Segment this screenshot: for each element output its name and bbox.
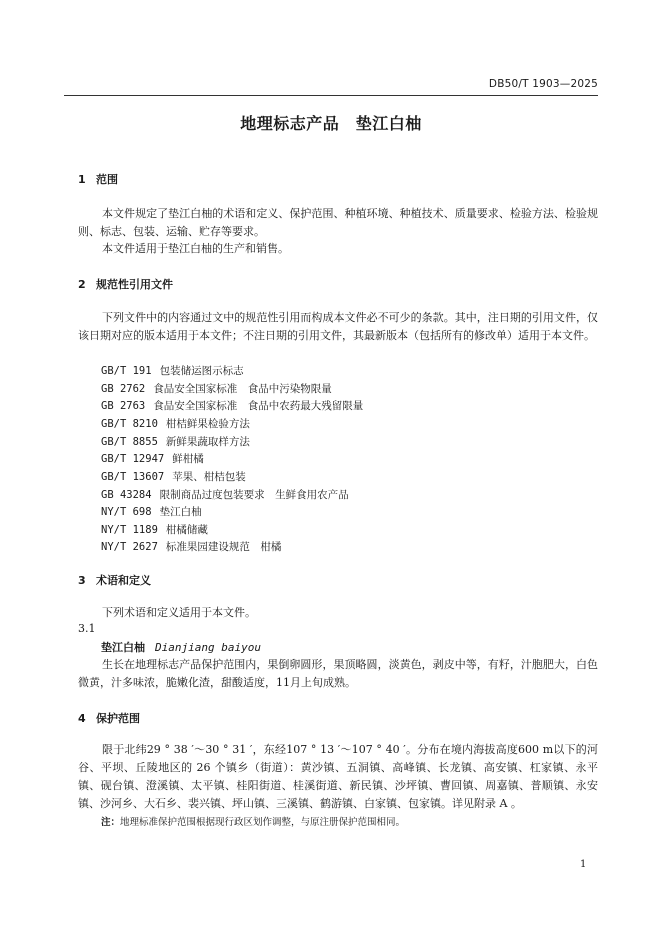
reference-item [101, 451, 204, 466]
term-heading [101, 639, 261, 655]
reference-code: NY/T 1189 [101, 524, 158, 536]
protection-paragraph: 限于北纬29 ° 38 ′～30 ° 31 ′，东经107 ° 13 ′～107 ° 40 ′。分布在境内海拔高度600 m以下的河谷、平坝、丘陵地区的 26 个镇乡（街道）：黄沙镇、五洞镇、高峰镇、长龙镇、高安镇、杠家镇、永平镇、砚台镇、澄溪镇、太平镇、桂阳街道、桂溪街道、新民镇、沙坪镇、曹回镇、周嘉镇、普顺镇、永安镇、沙河乡、大石乡、裴兴镇、坪山镇、三溪镇、鹤游镇、白家镇、包家镇。详见附录 A 。 [78, 743, 598, 810]
reference-title: 食品安全国家标准 食品中污染物限量 [153, 383, 332, 395]
reference-code: GB 2763 [101, 400, 146, 412]
term-english: Dianjiang baiyou [155, 641, 261, 654]
reference-title: 柑橘储藏 [165, 524, 208, 536]
section-number: 3 [78, 574, 86, 587]
section-number: 4 [78, 712, 86, 725]
reference-title: 垫江白柚 [159, 506, 202, 518]
protection-note [101, 814, 405, 828]
section-4-heading [78, 710, 140, 726]
section-1-heading [78, 171, 118, 187]
section-number: 1 [78, 173, 86, 186]
reference-code: GB 43284 [101, 489, 152, 501]
reference-item [101, 539, 281, 554]
section-title: 范围 [96, 173, 118, 186]
reference-title: 包装储运图示标志 [159, 365, 244, 377]
reference-title: 限制商品过度包装要求 生鲜食用农产品 [159, 489, 349, 501]
reference-item [101, 487, 349, 502]
reference-code: GB 2762 [101, 383, 146, 395]
terms-intro: 下列术语和定义适用于本文件。 [102, 606, 256, 619]
section-title: 术语和定义 [96, 574, 151, 587]
reference-item [101, 522, 208, 537]
section-title: 规范性引用文件 [96, 278, 173, 291]
reference-item [101, 381, 332, 396]
reference-title: 食品安全国家标准 食品中农药最大残留限量 [153, 400, 364, 412]
section-2-heading [78, 276, 173, 292]
reference-code: GB/T 8855 [101, 436, 158, 448]
reference-item [101, 469, 246, 484]
section-3-heading [78, 572, 151, 588]
note-label: 注： [101, 817, 121, 828]
page-number: 1 [580, 859, 587, 870]
reference-title: 苹果、柑桔包装 [172, 471, 246, 483]
reference-title: 柑桔鲜果检验方法 [165, 418, 250, 430]
section-title: 保护范围 [96, 712, 140, 725]
reference-code: NY/T 698 [101, 506, 152, 518]
reference-item [101, 398, 363, 413]
scope-paragraph-2: 本文件适用于垫江白柚的生产和销售。 [102, 242, 289, 255]
reference-code: NY/T 2627 [101, 541, 158, 553]
term-number: 3.1 [78, 622, 96, 635]
scope-paragraph-1: 本文件规定了垫江白柚的术语和定义、保护范围、种植环境、种植技术、质量要求、检验方法、检验规则、标志、包装、运输、贮存等要求。 [78, 207, 598, 238]
note-text: 地理标准保护范围根据现行政区划作调整，与原注册保护范围相同。 [120, 817, 406, 828]
reference-title: 新鲜果蔬取样方法 [165, 436, 250, 448]
document-code: DB50/T 1903—2025 [488, 78, 598, 90]
document-title: 地理标志产品 垫江白柚 [240, 114, 422, 133]
section-number: 2 [78, 278, 86, 291]
reference-code: GB/T 13607 [101, 471, 165, 483]
reference-title: 标准果园建设规范 柑橘 [165, 541, 282, 553]
header-rule [64, 95, 598, 96]
reference-title: 鲜柑橘 [172, 453, 204, 465]
term-definition: 生长在地理标志产品保护范围内，果倒卵圆形，果顶略圆，淡黄色，剥皮中等，有籽，汁胞肥大，白色微黄，汁多味浓，脆嫩化渣，甜酸适度，11月上旬成熟。 [78, 658, 598, 689]
normative-intro: 下列文件中的内容通过文中的规范性引用而构成本文件必不可少的条款。其中，注日期的引用文件，仅该日期对应的版本适用于本文件；不注日期的引用文件，其最新版本（包括所有的修改单）适用于本文件。 [78, 311, 598, 342]
reference-code: GB/T 8210 [101, 418, 158, 430]
reference-item [101, 434, 250, 449]
reference-item [101, 363, 244, 378]
reference-item [101, 416, 250, 431]
reference-item [101, 504, 202, 519]
reference-code: GB/T 12947 [101, 453, 165, 465]
term-chinese: 垫江白柚 [101, 641, 145, 654]
reference-code: GB/T 191 [101, 365, 152, 377]
